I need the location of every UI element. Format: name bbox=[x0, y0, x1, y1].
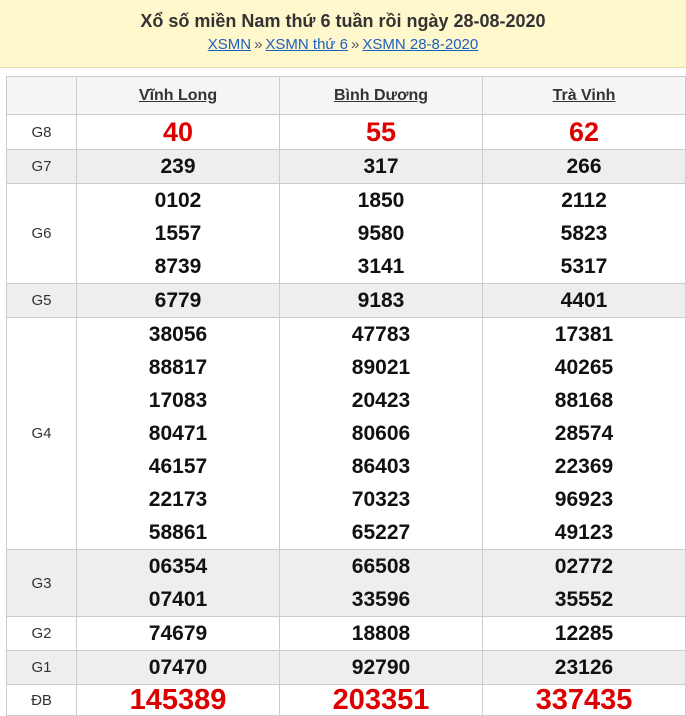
result-number: 22173 bbox=[148, 488, 208, 511]
result-number: 9580 bbox=[357, 222, 405, 245]
page-header bbox=[0, 0, 686, 68]
prize-label: G7 bbox=[7, 150, 77, 184]
result-cell bbox=[483, 318, 686, 550]
prize-row-g8 bbox=[7, 115, 686, 150]
result-number: 88817 bbox=[148, 356, 208, 379]
province-name[interactable]: Bình Dương bbox=[333, 86, 429, 104]
result-number: 58861 bbox=[148, 521, 208, 544]
result-cell bbox=[77, 651, 280, 685]
result-number: 80471 bbox=[148, 422, 208, 445]
prize-label: G8 bbox=[7, 115, 77, 150]
prize-row-g5 bbox=[7, 284, 686, 318]
result-number: 6779 bbox=[154, 289, 202, 312]
result-cell bbox=[77, 150, 280, 184]
province-header-vinh-long[interactable] bbox=[77, 77, 280, 115]
result-number: 5823 bbox=[560, 222, 608, 245]
result-cell bbox=[483, 651, 686, 685]
result-number: 317 bbox=[363, 155, 399, 178]
result-cell bbox=[77, 550, 280, 617]
result-number: 07470 bbox=[148, 656, 208, 679]
table-header-row bbox=[7, 77, 686, 115]
result-number: 46157 bbox=[148, 455, 208, 478]
result-number: 40 bbox=[162, 117, 194, 147]
result-number: 1850 bbox=[357, 189, 405, 212]
prize-label: ĐB bbox=[7, 685, 77, 716]
result-number: 3141 bbox=[357, 255, 405, 278]
result-number: 65227 bbox=[351, 521, 411, 544]
result-number: 92790 bbox=[351, 656, 411, 679]
result-number: 89021 bbox=[351, 356, 411, 379]
result-cell bbox=[280, 651, 483, 685]
province-name[interactable]: Trà Vinh bbox=[552, 86, 616, 104]
prize-row-g4 bbox=[7, 318, 686, 550]
result-number: 266 bbox=[566, 155, 602, 178]
result-cell bbox=[77, 184, 280, 284]
breadcrumb-separator: » bbox=[254, 36, 263, 53]
result-number: 2112 bbox=[561, 189, 607, 212]
province-header-binh-duong[interactable] bbox=[280, 77, 483, 115]
result-cell bbox=[280, 284, 483, 318]
result-cell bbox=[77, 115, 280, 150]
result-number: 70323 bbox=[351, 488, 411, 511]
result-cell bbox=[483, 284, 686, 318]
result-number: 66508 bbox=[351, 555, 411, 578]
result-cell bbox=[280, 617, 483, 651]
result-cell bbox=[77, 617, 280, 651]
prize-row-g3 bbox=[7, 550, 686, 617]
prize-label: G5 bbox=[7, 284, 77, 318]
result-number: 35552 bbox=[554, 588, 614, 611]
prize-row-g2 bbox=[7, 617, 686, 651]
prize-label: G2 bbox=[7, 617, 77, 651]
result-number: 06354 bbox=[148, 555, 208, 578]
prize-label: G1 bbox=[7, 651, 77, 685]
breadcrumb-separator: » bbox=[351, 36, 360, 53]
result-number: 40265 bbox=[554, 356, 614, 379]
breadcrumb-link-xsmn-friday[interactable]: XSMN thứ 6 bbox=[265, 36, 348, 53]
result-number: 07401 bbox=[148, 588, 208, 611]
special-prize-number: 203351 bbox=[332, 684, 430, 716]
result-number: 28574 bbox=[554, 422, 614, 445]
result-number: 88168 bbox=[554, 389, 614, 412]
prize-row-g6 bbox=[7, 184, 686, 284]
result-number: 18808 bbox=[351, 622, 411, 645]
result-number: 38056 bbox=[148, 323, 208, 346]
result-number: 5317 bbox=[560, 255, 608, 278]
result-cell bbox=[483, 150, 686, 184]
result-number: 80606 bbox=[351, 422, 411, 445]
result-cell bbox=[483, 184, 686, 284]
province-name[interactable]: Vĩnh Long bbox=[138, 86, 218, 104]
result-cell bbox=[483, 617, 686, 651]
result-number: 23126 bbox=[554, 656, 614, 679]
result-cell bbox=[280, 150, 483, 184]
result-cell bbox=[483, 115, 686, 150]
special-prize-number: 145389 bbox=[129, 684, 227, 716]
prize-label: G6 bbox=[7, 184, 77, 284]
result-number: 47783 bbox=[351, 323, 411, 346]
prize-label: G3 bbox=[7, 550, 77, 617]
breadcrumb bbox=[0, 36, 686, 54]
lottery-results-table bbox=[6, 76, 686, 716]
breadcrumb-link-xsmn-date[interactable]: XSMN 28-8-2020 bbox=[362, 36, 479, 53]
result-number: 1557 bbox=[154, 222, 202, 245]
table-corner-cell bbox=[7, 77, 77, 115]
result-number: 8739 bbox=[154, 255, 202, 278]
result-number: 22369 bbox=[554, 455, 614, 478]
result-number: 20423 bbox=[351, 389, 411, 412]
result-number: 0102 bbox=[154, 189, 202, 212]
prize-row-g1 bbox=[7, 651, 686, 685]
result-number: 86403 bbox=[351, 455, 411, 478]
result-number: 55 bbox=[365, 117, 397, 147]
result-number: 17083 bbox=[148, 389, 208, 412]
result-cell bbox=[77, 318, 280, 550]
result-number: 17381 bbox=[554, 323, 614, 346]
prize-label: G4 bbox=[7, 318, 77, 550]
result-number: 9183 bbox=[357, 289, 405, 312]
result-number: 4401 bbox=[560, 289, 608, 312]
special-prize-number: 337435 bbox=[535, 684, 633, 716]
result-number: 02772 bbox=[554, 555, 614, 578]
result-cell bbox=[280, 115, 483, 150]
result-number: 239 bbox=[160, 155, 196, 178]
result-number: 33596 bbox=[351, 588, 411, 611]
prize-row-g7 bbox=[7, 150, 686, 184]
result-cell bbox=[280, 184, 483, 284]
result-number: 62 bbox=[568, 117, 600, 147]
result-cell bbox=[483, 550, 686, 617]
breadcrumb-link-xsmn[interactable]: XSMN bbox=[207, 36, 252, 53]
result-number: 49123 bbox=[554, 521, 614, 544]
result-cell bbox=[280, 550, 483, 617]
page-title: Xổ số miền Nam thứ 6 tuần rồi ngày 28-08-2020 bbox=[140, 11, 546, 31]
province-header-tra-vinh[interactable] bbox=[483, 77, 686, 115]
result-number: 74679 bbox=[148, 622, 208, 645]
result-number: 96923 bbox=[554, 488, 614, 511]
result-cell bbox=[280, 318, 483, 550]
result-number: 12285 bbox=[554, 622, 614, 645]
result-cell bbox=[77, 284, 280, 318]
